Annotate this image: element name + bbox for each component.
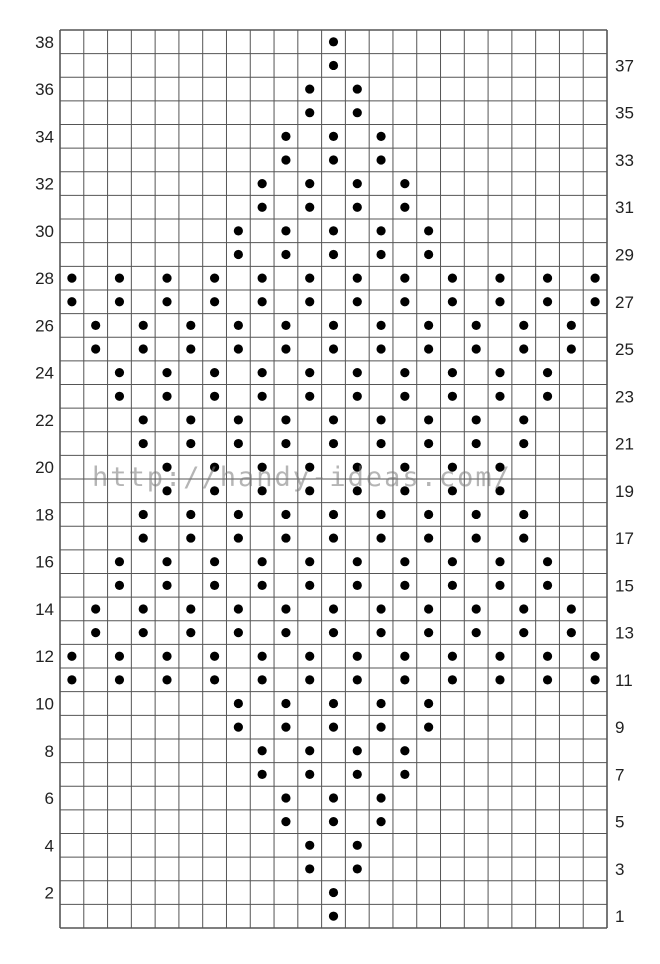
stitch-dot (329, 723, 338, 732)
stitch-dot (305, 203, 314, 212)
stitch-dot (234, 226, 243, 235)
stitch-dot (353, 864, 362, 873)
stitch-dot (448, 675, 457, 684)
stitch-dot (329, 132, 338, 141)
row-label-left: 30 (35, 221, 54, 241)
stitch-dot (448, 652, 457, 661)
stitch-dot (139, 510, 148, 519)
stitch-dot (567, 321, 576, 330)
stitch-dot (376, 699, 385, 708)
stitch-dot (329, 344, 338, 353)
stitch-dot (305, 368, 314, 377)
stitch-dot (424, 699, 433, 708)
row-label-left: 4 (44, 836, 54, 856)
row-label-right: 9 (615, 718, 625, 738)
stitch-dot (376, 439, 385, 448)
stitch-dot (258, 557, 267, 566)
stitch-dot (305, 297, 314, 306)
stitch-dot (353, 179, 362, 188)
stitch-dot (234, 510, 243, 519)
stitch-dot (162, 581, 171, 590)
row-label-left: 32 (35, 174, 54, 194)
stitch-dot (234, 533, 243, 542)
stitch-dot (329, 510, 338, 519)
stitch-dot (139, 604, 148, 613)
stitch-dot (495, 392, 504, 401)
row-label-left: 12 (35, 647, 54, 667)
row-label-right: 21 (615, 434, 634, 454)
stitch-dot (376, 533, 385, 542)
stitch-dot (281, 628, 290, 637)
stitch-dot (567, 628, 576, 637)
stitch-dot (376, 604, 385, 613)
stitch-dot (543, 392, 552, 401)
stitch-dot (210, 675, 219, 684)
stitch-dot (234, 604, 243, 613)
stitch-dot (400, 368, 409, 377)
stitch-dot (353, 274, 362, 283)
stitch-dot (210, 581, 219, 590)
stitch-dot (519, 604, 528, 613)
stitch-dot (329, 37, 338, 46)
stitch-dot (305, 84, 314, 93)
row-label-right: 35 (615, 103, 634, 123)
stitch-dot (495, 274, 504, 283)
stitch-dot (281, 699, 290, 708)
stitch-dot (234, 699, 243, 708)
stitch-dot (353, 770, 362, 779)
stitch-dot (210, 274, 219, 283)
stitch-dot (162, 297, 171, 306)
stitch-dot (400, 203, 409, 212)
stitch-dot (115, 652, 124, 661)
stitch-dot (329, 155, 338, 164)
stitch-dot (400, 297, 409, 306)
stitch-dot (519, 321, 528, 330)
stitch-dot (329, 912, 338, 921)
stitch-dot (448, 297, 457, 306)
row-label-right: 5 (615, 812, 625, 832)
row-label-left: 36 (35, 80, 54, 100)
stitch-dot (162, 368, 171, 377)
stitch-dot (115, 274, 124, 283)
stitch-dot (281, 132, 290, 141)
stitch-dot (258, 581, 267, 590)
stitch-dot (258, 746, 267, 755)
stitch-dot (329, 61, 338, 70)
stitch-dot (162, 392, 171, 401)
stitch-dot (234, 723, 243, 732)
row-label-left: 8 (44, 741, 54, 761)
stitch-dot (281, 723, 290, 732)
stitch-dot (210, 368, 219, 377)
row-label-right: 31 (615, 198, 634, 218)
stitch-dot (400, 675, 409, 684)
stitch-dot (281, 510, 290, 519)
stitch-dot (424, 628, 433, 637)
stitch-dot (67, 274, 76, 283)
stitch-dot (448, 392, 457, 401)
row-label-left: 18 (35, 505, 54, 525)
stitch-dot (329, 817, 338, 826)
stitch-dot (305, 841, 314, 850)
stitch-dot (400, 179, 409, 188)
stitch-dot (162, 274, 171, 283)
stitch-dot (139, 533, 148, 542)
stitch-dot (353, 84, 362, 93)
stitch-dot (305, 557, 314, 566)
stitch-dot (472, 628, 481, 637)
stitch-dot (400, 581, 409, 590)
stitch-dot (305, 581, 314, 590)
stitch-dot (567, 604, 576, 613)
stitch-dot (234, 321, 243, 330)
stitch-dot (376, 155, 385, 164)
stitch-dot (329, 439, 338, 448)
stitch-dot (115, 581, 124, 590)
stitch-dot (376, 226, 385, 235)
row-label-left: 28 (35, 269, 54, 289)
stitch-dot (67, 675, 76, 684)
stitch-dot (424, 723, 433, 732)
stitch-dot (353, 652, 362, 661)
stitch-dot (91, 321, 100, 330)
row-label-right: 33 (615, 150, 634, 170)
stitch-dot (495, 557, 504, 566)
stitch-dot (424, 321, 433, 330)
stitch-dot (400, 274, 409, 283)
stitch-dot (139, 628, 148, 637)
row-label-right: 17 (615, 529, 634, 549)
stitch-dot (139, 321, 148, 330)
stitch-dot (234, 250, 243, 259)
stitch-dot (543, 675, 552, 684)
stitch-dot (186, 533, 195, 542)
stitch-dot (258, 203, 267, 212)
stitch-dot (329, 321, 338, 330)
stitch-dot (353, 675, 362, 684)
row-label-right: 7 (615, 765, 625, 785)
stitch-dot (329, 699, 338, 708)
stitch-dot (519, 344, 528, 353)
stitch-dot (305, 179, 314, 188)
row-label-left: 10 (35, 694, 54, 714)
stitch-dot (210, 557, 219, 566)
row-label-left: 16 (35, 552, 54, 572)
stitch-dot (210, 392, 219, 401)
stitch-dot (91, 604, 100, 613)
stitch-dot (329, 226, 338, 235)
stitch-dot (376, 250, 385, 259)
stitch-dot (424, 439, 433, 448)
stitch-dot (495, 297, 504, 306)
stitch-dot (281, 226, 290, 235)
stitch-dot (305, 675, 314, 684)
stitch-dot (329, 250, 338, 259)
stitch-dot (162, 652, 171, 661)
stitch-dot (543, 368, 552, 377)
stitch-dot (234, 415, 243, 424)
stitch-dot (186, 628, 195, 637)
stitch-dot (495, 652, 504, 661)
row-label-right: 37 (615, 56, 634, 76)
stitch-dot (329, 628, 338, 637)
row-label-right: 29 (615, 245, 634, 265)
stitch-dot (543, 581, 552, 590)
stitch-dot (258, 297, 267, 306)
stitch-dot (234, 344, 243, 353)
row-label-right: 23 (615, 387, 634, 407)
stitch-dot (162, 557, 171, 566)
stitch-dot (376, 723, 385, 732)
stitch-dot (281, 533, 290, 542)
stitch-dot (400, 746, 409, 755)
stitch-dot (591, 675, 600, 684)
stitch-dot (353, 841, 362, 850)
stitch-dot (543, 557, 552, 566)
stitch-dot (258, 392, 267, 401)
stitch-dot (400, 557, 409, 566)
stitch-dot (115, 675, 124, 684)
stitch-dot (519, 415, 528, 424)
stitch-dot (258, 179, 267, 188)
row-label-left: 6 (44, 789, 54, 809)
stitch-dot (329, 793, 338, 802)
stitch-dot (376, 415, 385, 424)
stitch-dot (162, 675, 171, 684)
stitch-dot (353, 746, 362, 755)
stitch-dot (400, 652, 409, 661)
stitch-dot (186, 415, 195, 424)
stitch-dot (376, 132, 385, 141)
stitch-dot (376, 793, 385, 802)
stitch-dot (472, 344, 481, 353)
stitch-dot (186, 321, 195, 330)
stitch-dot (115, 297, 124, 306)
stitch-dot (305, 746, 314, 755)
stitch-dot (258, 675, 267, 684)
stitch-dot (353, 297, 362, 306)
stitch-dot (400, 392, 409, 401)
stitch-dot (186, 439, 195, 448)
stitch-dot (258, 368, 267, 377)
stitch-dot (424, 226, 433, 235)
stitch-dot (258, 652, 267, 661)
row-label-left: 22 (35, 410, 54, 430)
stitch-dot (376, 510, 385, 519)
stitch-dot (353, 203, 362, 212)
stitch-dot (591, 274, 600, 283)
stitch-dot (67, 297, 76, 306)
stitch-dot (186, 344, 195, 353)
row-label-right: 15 (615, 576, 634, 596)
stitch-dot (281, 439, 290, 448)
stitch-dot (353, 368, 362, 377)
stitch-dot (281, 250, 290, 259)
stitch-dot (139, 415, 148, 424)
stitch-dot (281, 344, 290, 353)
stitch-dot (424, 604, 433, 613)
stitch-dot (281, 155, 290, 164)
stitch-dot (210, 297, 219, 306)
stitch-dot (424, 510, 433, 519)
stitch-dot (305, 864, 314, 873)
stitch-dot (353, 557, 362, 566)
stitch-dot (543, 652, 552, 661)
stitch-dot (400, 770, 409, 779)
row-label-left: 26 (35, 316, 54, 336)
stitch-dot (376, 817, 385, 826)
stitch-dot (353, 392, 362, 401)
stitch-dot (115, 557, 124, 566)
stitch-dot (329, 533, 338, 542)
stitch-dot (281, 415, 290, 424)
stitch-dot (519, 439, 528, 448)
row-label-left: 2 (44, 883, 54, 903)
stitch-dot (376, 628, 385, 637)
row-label-right: 11 (615, 670, 633, 690)
stitch-dot (67, 652, 76, 661)
left-row-labels (35, 33, 54, 903)
stitch-dot (424, 344, 433, 353)
stitch-dot (591, 297, 600, 306)
stitch-dot (91, 344, 100, 353)
stitch-dot (376, 321, 385, 330)
stitch-dot (281, 604, 290, 613)
stitch-dot (234, 628, 243, 637)
row-label-left: 34 (35, 127, 54, 147)
row-label-right: 27 (615, 292, 634, 312)
stitch-dot (376, 344, 385, 353)
stitch-dot (472, 510, 481, 519)
stitch-dot (210, 652, 219, 661)
stitch-dot (281, 793, 290, 802)
stitch-dot (115, 368, 124, 377)
stitch-dot (139, 439, 148, 448)
row-label-right: 13 (615, 623, 634, 643)
stitch-dot (281, 817, 290, 826)
stitch-dot (353, 581, 362, 590)
stitch-dot (305, 770, 314, 779)
stitch-dot (91, 628, 100, 637)
row-label-left: 24 (35, 363, 54, 383)
stitch-dot (305, 108, 314, 117)
stitch-dot (472, 439, 481, 448)
stitch-dot (495, 675, 504, 684)
stitch-dot (115, 392, 124, 401)
right-row-labels (615, 56, 634, 926)
row-label-right: 3 (615, 859, 625, 879)
stitch-dot (448, 557, 457, 566)
stitch-dot (258, 274, 267, 283)
stitch-dot (448, 274, 457, 283)
row-label-right: 1 (615, 907, 625, 927)
stitch-dot (424, 533, 433, 542)
stitch-dot (472, 533, 481, 542)
row-label-right: 25 (615, 340, 634, 360)
stitch-dot (567, 344, 576, 353)
stitch-dot (234, 439, 243, 448)
stitch-dot (353, 108, 362, 117)
stitch-dot (472, 415, 481, 424)
stitch-dot (281, 321, 290, 330)
stitch-dot (543, 274, 552, 283)
stitch-dot (495, 581, 504, 590)
stitch-dot (329, 888, 338, 897)
stitch-dot (139, 344, 148, 353)
stitch-dot (305, 392, 314, 401)
stitch-dot (329, 415, 338, 424)
row-label-left: 38 (35, 32, 54, 52)
stitch-dot (186, 604, 195, 613)
stitch-dot (591, 652, 600, 661)
row-label-left: 20 (35, 458, 54, 478)
stitch-dot (543, 297, 552, 306)
stitch-dot (495, 368, 504, 377)
stitch-dot (424, 250, 433, 259)
stitch-dot (519, 533, 528, 542)
stitch-dot (519, 510, 528, 519)
row-label-right: 19 (615, 481, 634, 501)
stitch-dot (258, 770, 267, 779)
stitch-dot (448, 368, 457, 377)
stitch-dot (305, 652, 314, 661)
row-label-left: 14 (35, 599, 54, 619)
stitch-dot (519, 628, 528, 637)
stitch-dot (424, 415, 433, 424)
stitch-dot (472, 321, 481, 330)
watermark-text: http://handy-ideas.com/ (92, 462, 512, 493)
stitch-dot (329, 604, 338, 613)
stitch-dot (448, 581, 457, 590)
stitch-dot (186, 510, 195, 519)
stitch-dot (305, 274, 314, 283)
stitch-dot (472, 604, 481, 613)
